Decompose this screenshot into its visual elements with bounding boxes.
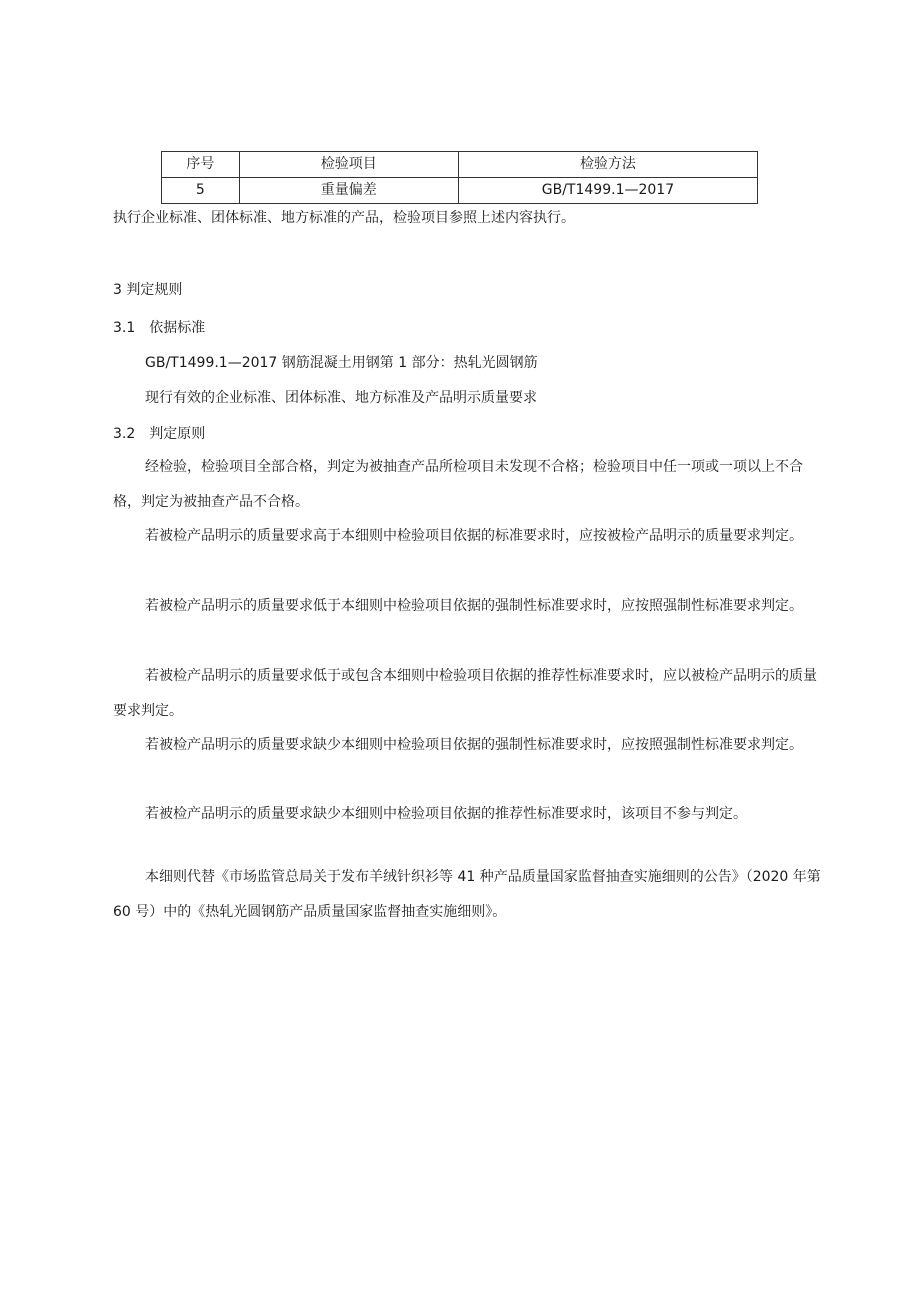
principle-paragraph: 若被检产品明示的质量要求低于本细则中检验项目依据的强制性标准要求时，应按照强制性标准要求判定。 (145, 598, 803, 614)
table-row (162, 178, 758, 204)
standard-item: GB/T1499.1—2017 钢筋混凝土用钢第 1 部分：热轧光圆钢筋 (145, 355, 538, 371)
cell-serial: 5 (162, 178, 240, 204)
section-3-2-heading: 3.2 判定原则 (113, 426, 206, 442)
header-inspection-method: 检验方法 (458, 152, 757, 178)
header-serial: 序号 (162, 152, 240, 178)
cell-inspection-method: GB/T1499.1—2017 (458, 178, 757, 204)
inspection-items-table (161, 151, 758, 204)
principle-paragraph: 若被检产品明示的质量要求低于或包含本细则中检验项目依据的推荐性标准要求时，应以被检产品明示的质量要求判定。 (113, 668, 817, 719)
principle-paragraph: 经检验，检验项目全部合格，判定为被抽查产品所检项目未发现不合格；检验项目中任一项或一项以上不合格，判定为被抽查产品不合格。 (113, 459, 803, 510)
principle-paragraph: 若被检产品明示的质量要求高于本细则中检验项目依据的标准要求时，应按被检产品明示的质量要求判定。 (145, 528, 803, 544)
cell-inspection-item: 重量偏差 (239, 178, 458, 204)
section-3-1-heading: 3.1 依据标准 (113, 320, 206, 336)
section-3-title: 3 判定规则 (113, 282, 183, 298)
principle-paragraph: 若被检产品明示的质量要求缺少本细则中检验项目依据的推荐性标准要求时，该项目不参与判定。 (145, 806, 747, 822)
closing-paragraph: 本细则代替《市场监管总局关于发布羊绒针织衫等 41 种产品质量国家监督抽查实施细则的公告》（2020 年第 60 号）中的《热轧光圆钢筋产品质量国家监督抽查实施细则》。 (113, 869, 821, 920)
table-header-row (162, 152, 758, 178)
principle-paragraph: 若被检产品明示的质量要求缺少本细则中检验项目依据的强制性标准要求时，应按照强制性标准要求判定。 (145, 737, 803, 753)
header-inspection-item: 检验项目 (239, 152, 458, 178)
standard-item: 现行有效的企业标准、团体标准、地方标准及产品明示质量要求 (145, 390, 537, 406)
table-note: 执行企业标准、团体标准、地方标准的产品，检验项目参照上述内容执行。 (113, 210, 575, 226)
